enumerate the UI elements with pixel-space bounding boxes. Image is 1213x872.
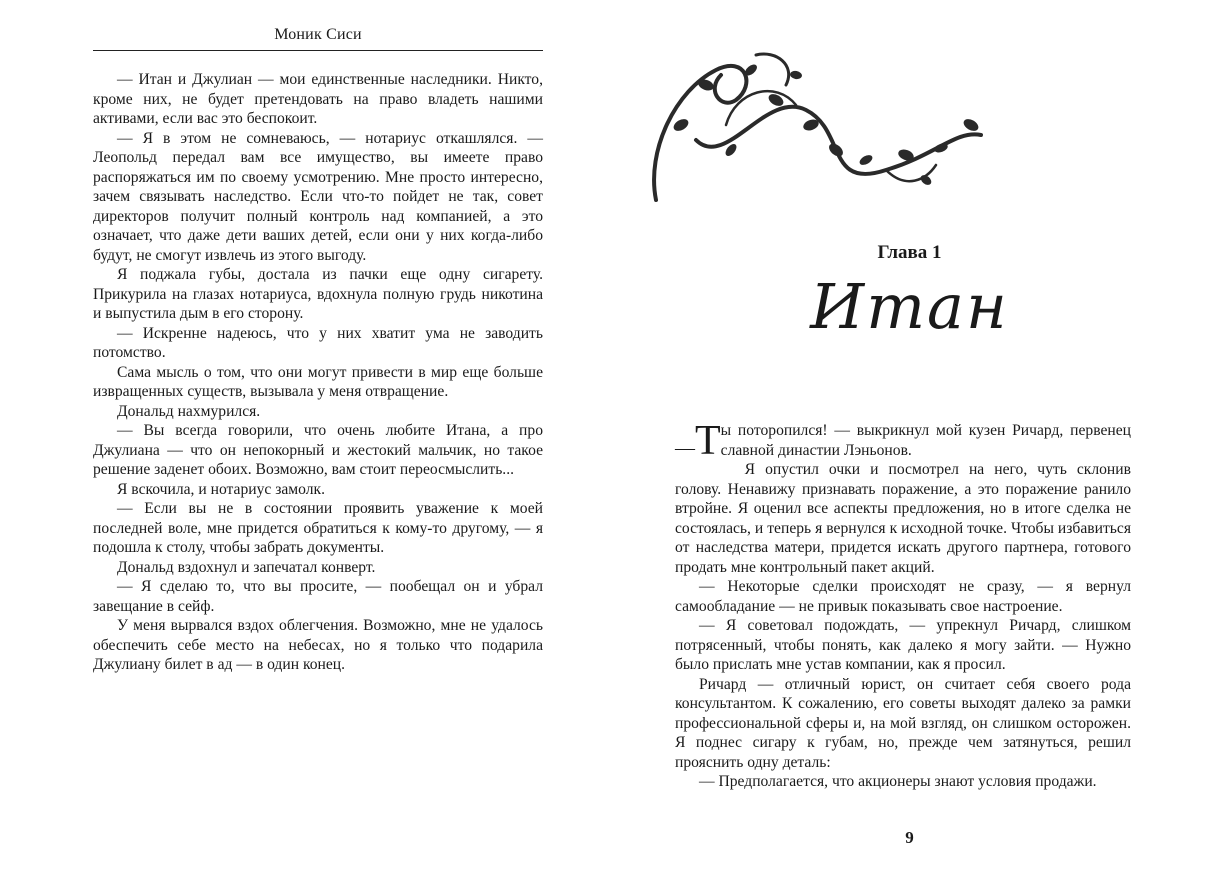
right-body-text bbox=[675, 418, 1131, 792]
paragraph: У меня вырвался вздох облегчения. Возможно, мне не удалось обеспечить себе место на небесах, но я только что подарила Джулиану билет в ад — в один конец. bbox=[93, 617, 543, 673]
paragraph: — Если вы не в состоянии проявить уважение к моей последней воле, мне придется обратиться к кому-то другому, — я подошла к столу, чтобы забрать документы. bbox=[93, 500, 543, 556]
paragraph: Я опустил очки и посмотрел на него, чуть склонив голову. Ненавижу признавать поражение, а это поражение ранило втройне. Я оценил все аспекты предложения, но в итоге сделка не состоялась, и теперь я вернулся к исходной точке. Чтобы избавиться от наследства матери, придется искать другого партнера, готового продать мне контрольный пакет акций. bbox=[675, 461, 1131, 576]
paragraph: Ричард — отличный юрист, он считает себя своего рода консультантом. К сожалению, его советы выходят далеко за рамки профессиональной сферы и, на мой взгляд, он слишком осторожен. Я поднес сигару к губам, но, прежде чем затянуться, решил прояснить одну деталь: bbox=[675, 675, 1131, 771]
paragraph: — Искренне надеюсь, что у них хватит ума не заводить потомство. bbox=[93, 324, 543, 361]
running-head: Моник Сиси bbox=[274, 26, 362, 43]
paragraph: Я вскочила, и нотариус замолк. bbox=[117, 480, 326, 498]
paragraph: — Некоторые сделки происходят не сразу, — я вернул самообладание — не привык показывать свое настроение. bbox=[675, 578, 1131, 615]
chapter-label: Глава 1 bbox=[877, 242, 942, 263]
page-number: 9 bbox=[905, 828, 914, 847]
paragraph: — Вы всегда говорили, что очень любите Итана, а про Джулиана — что он непокорный и жестокий мальчик, но такое решение заденет обоих. Возможно, вам стоит переосмыслить... bbox=[93, 422, 543, 478]
drop-cap-dash: — bbox=[675, 437, 695, 459]
chapter-title: Итан bbox=[810, 270, 1009, 343]
paragraph: — Я сделаю то, что вы просите, — пообещал он и убрал завещание в сейф. bbox=[93, 578, 543, 615]
paragraph: Дональд вздохнул и запечатал конверт. bbox=[117, 558, 376, 576]
drop-cap bbox=[675, 418, 721, 466]
drop-cap-letter: Т bbox=[695, 418, 721, 464]
paragraph: — Предполагается, что акционеры знают условия продажи. bbox=[699, 773, 1097, 790]
paragraph: Сама мысль о том, что они могут привести в мир еще больше извращенных существ, вызывала у меня отвращение. bbox=[93, 363, 543, 400]
paragraph: Дональд нахмурился. bbox=[117, 402, 261, 420]
paragraph: — Итан и Джулиан — мои единственные наследники. Никто, кроме них, не будет претендовать на право владеть нашими активами, если вас это беспокоит. bbox=[93, 71, 543, 127]
paragraph: Я поджала губы, достала из пачки еще одну сигарету. Прикурила на глазах нотариуса, вдохнула полную грудь никотина и выпустила дым в его сторону. bbox=[93, 266, 543, 322]
vine-ornament-icon bbox=[636, 30, 996, 230]
header-rule bbox=[93, 50, 543, 51]
first-paragraph bbox=[675, 418, 1131, 464]
paragraph: — Я в этом не сомневаюсь, — нотариус откашлялся. — Леопольд передал вам все имущество, вы имеете право распоряжаться им по своему усмотрению. Мне просто интересно, зачем связывать наследство. Если что-то пойдет не так, совет директоров получит полный контроль над компанией, а это означает, что даже дети ваших детей, если они у них когда-либо будут, не смогут извлечь из этого выгоду. bbox=[93, 129, 543, 264]
right-page bbox=[606, 0, 1213, 872]
left-page bbox=[0, 0, 606, 872]
paragraph: — Я советовал подождать, — упрекнул Ричард, слишком потрясенный, чтобы понять, как далеко я могу зайти. — Нужно было прислать мне устав компании, как я просил. bbox=[675, 617, 1131, 673]
left-body-text bbox=[93, 70, 543, 675]
first-paragraph-text: ы поторопился! — выкрикнул мой кузен Ричард, первенец славной династии Лэньонов. bbox=[720, 422, 1131, 459]
